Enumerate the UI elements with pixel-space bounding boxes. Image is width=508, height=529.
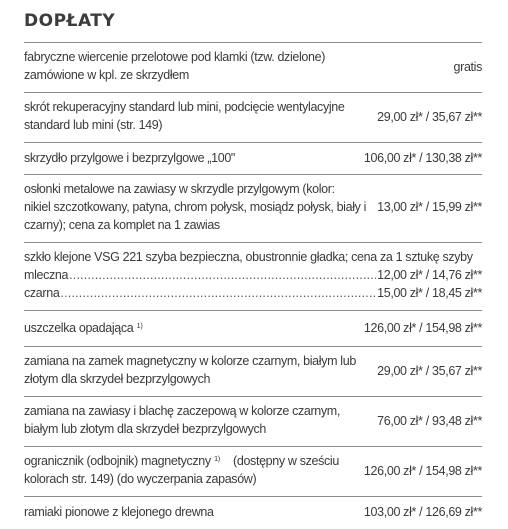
description-line <box>24 452 339 470</box>
option-label: mleczna <box>24 268 69 282</box>
description-line: uszczelka opadająca <box>24 321 134 335</box>
description-line: osłonki metalowe na zawiasy w skrzydle przylgowym (kolor: <box>24 182 335 196</box>
option-price: 12,00 zł* / 14,76 zł** <box>377 268 482 282</box>
option-line <box>24 266 482 284</box>
footnote-marker: 1) <box>136 321 143 330</box>
description-line: kolorach str. 149) (do wyczerpania zapasów) <box>24 472 257 486</box>
description-text: ogranicznik (odbojnik) magnetyczny <box>24 454 211 468</box>
row-description <box>24 149 235 167</box>
option-label: czarna <box>24 286 60 300</box>
table-row <box>24 242 482 310</box>
table-row <box>24 496 482 529</box>
description-line: skrzydło przylgowe i bezprzylgowe „100" <box>24 151 236 165</box>
row-description <box>24 319 143 337</box>
table-row <box>24 346 482 396</box>
row-price: 13,00 zł* / 15,99 zł** <box>377 200 482 214</box>
description-line: czarny); cena za komplet na 1 zawias <box>24 218 220 232</box>
row-description <box>24 402 340 438</box>
description-line: standard lub mini (str. 149) <box>24 118 163 132</box>
footnote-marker: 1) <box>213 454 220 463</box>
table-row <box>24 42 482 92</box>
row-price: 29,00 zł* / 35,67 zł** <box>377 110 482 124</box>
row-description <box>24 352 356 388</box>
option-price: 15,00 zł* / 18,45 zł** <box>377 286 482 300</box>
description-line: zamiana na zamek magnetyczny w kolorze czarnym, białym lub <box>24 354 356 368</box>
row-description <box>24 180 366 234</box>
description-line: ramiaki pionowe z klejonego drewna <box>24 505 214 519</box>
description-line: fabryczne wiercenie przelotowe pod klamki (tzw. dzielone) <box>24 50 326 64</box>
dot-leader <box>60 284 376 302</box>
description-line: nikiel szczotkowany, patyna, chrom połysk, mosiądz połysk, biały i <box>24 200 367 214</box>
row-price: 126,00 zł* / 154,98 zł** <box>363 321 482 335</box>
description-line: zamiana na zawiasy i blachę zaczepową w kolorze czarnym, <box>24 404 340 418</box>
table-row <box>24 174 482 242</box>
availability-note: (dostępny w sześciu <box>233 454 339 468</box>
description-line: szkło klejone VSG 221 szyba bezpieczna, obustronnie gładka; cena za 1 sztukę szyby <box>24 250 473 264</box>
option-line <box>24 284 482 302</box>
table-row <box>24 310 482 346</box>
table-row <box>24 142 482 174</box>
row-description <box>24 98 344 134</box>
row-price: 126,00 zł* / 154,98 zł** <box>363 464 482 478</box>
table-row <box>24 92 482 142</box>
row-description <box>24 248 482 302</box>
row-price: 103,00 zł* / 126,69 zł** <box>363 505 482 519</box>
description-line: zamówione w kpl. ze skrzydłem <box>24 68 189 82</box>
description-line: skrót rekuperacyjny standard lub mini, podcięcie wentylacyjne <box>24 100 345 114</box>
dot-leader <box>69 266 376 284</box>
row-price: 106,00 zł* / 130,38 zł** <box>363 151 482 165</box>
row-description <box>24 503 214 521</box>
row-description <box>24 452 339 488</box>
description-line: białym lub złotym dla skrzydeł bezprzylgowych <box>24 422 266 436</box>
table-row <box>24 396 482 446</box>
row-price: gratis <box>453 60 482 74</box>
section-title: DOPŁATY <box>24 11 116 31</box>
row-price: 76,00 zł* / 93,48 zł** <box>377 414 482 428</box>
table-row <box>24 446 482 496</box>
row-description <box>24 48 325 84</box>
description-line: złotym dla skrzydeł bezprzylgowych <box>24 372 211 386</box>
row-price: 29,00 zł* / 35,67 zł** <box>377 364 482 378</box>
